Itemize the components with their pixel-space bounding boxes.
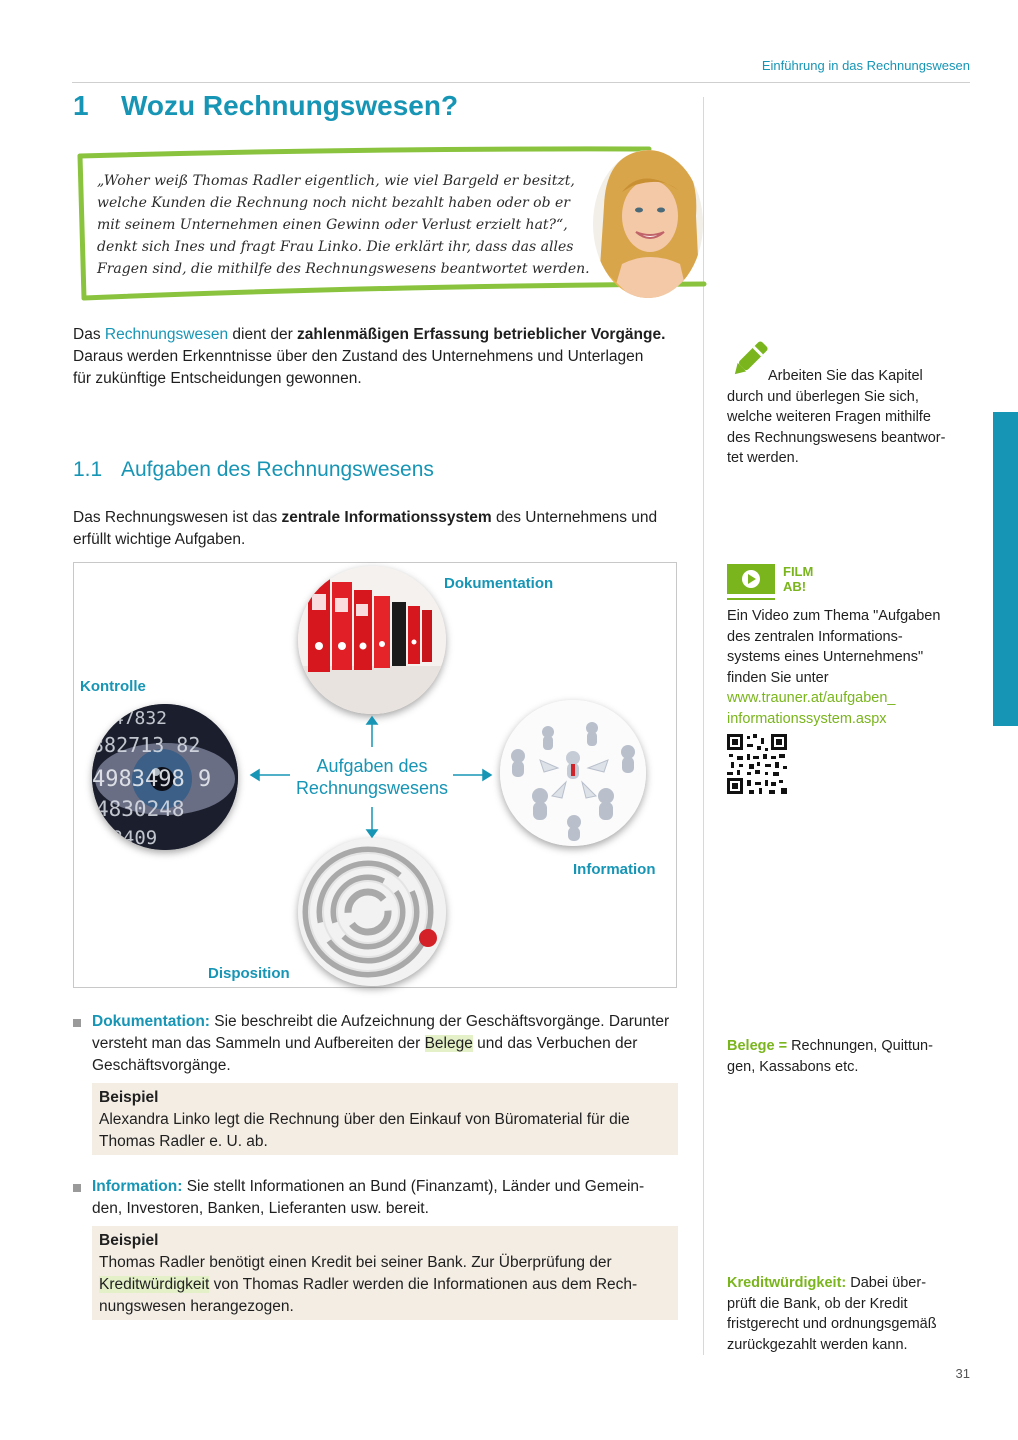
- quote-line: mit seinem Unternehmen einen Gewinn oder Verlust erzielt hat?“,: [97, 217, 568, 233]
- film-link[interactable]: informationssystem.aspx: [727, 710, 887, 727]
- glossary-line: zurückgezahlt werden kann.: [727, 1336, 908, 1353]
- information-image: [500, 700, 646, 846]
- task-line: welche weiteren Fragen mithilfe: [727, 409, 931, 425]
- page-number: 31: [955, 1366, 970, 1381]
- sidebar-task: [727, 366, 977, 469]
- film-icon-underline: [727, 598, 775, 600]
- text: Das: [73, 326, 105, 343]
- task-line: durch und überlegen Sie sich,: [727, 388, 919, 405]
- arrow-right: [483, 770, 491, 780]
- chapter-number: 1: [73, 90, 89, 121]
- film-icon[interactable]: [727, 564, 775, 594]
- film-text-line: finden Sie unter: [727, 669, 829, 686]
- glossary-term: Kreditwürdigkeit:: [727, 1275, 847, 1291]
- text: und das Verbuchen der: [472, 1035, 638, 1052]
- glossary-line: [727, 1273, 977, 1294]
- section-intro: [73, 507, 683, 551]
- text: Rechnungen, Quittun-: [787, 1038, 933, 1054]
- example-title: Beispiel: [99, 1089, 159, 1106]
- section-intro-line-2: erfüllt wichtige Aufgaben.: [73, 531, 246, 548]
- quote-line: „Woher weiß Thomas Radler eigentlich, wie viel Bargeld er besitzt,: [97, 173, 575, 189]
- qr-code[interactable]: [727, 734, 787, 794]
- highlight-kreditwuerdigkeit: Kreditwürdigkeit: [99, 1276, 210, 1293]
- chapter-title: [73, 90, 458, 122]
- film-link[interactable]: www.trauner.at/aufgaben_: [727, 690, 896, 706]
- eye-digits: 347832: [102, 708, 168, 729]
- arrow-down: [367, 830, 377, 837]
- example-box: [92, 1083, 678, 1155]
- intro-line-2: Daraus werden Erkenntnisse über den Zustand des Unternehmens und Unterlagen: [73, 348, 644, 365]
- dokumentation-image: [298, 566, 446, 714]
- term-rechnungswesen: Rechnungswesen: [104, 326, 229, 343]
- chapter-title-text: Wozu Rechnungswesen?: [121, 90, 459, 121]
- arrow-up: [367, 717, 377, 724]
- example-line: Thomas Radler benötigt einen Kredit bei seiner Bank. Zur Überprüfung der: [99, 1254, 612, 1271]
- glossary-kreditwuerdigkeit: [727, 1273, 977, 1355]
- bullet: [73, 1184, 81, 1192]
- glossary-belege: [727, 1036, 977, 1077]
- film-label-line: FILM: [783, 564, 814, 579]
- film-label-line: AB!: [783, 579, 807, 594]
- bullet: [73, 1019, 81, 1027]
- text: versteht man das Sammeln und Aufbereiten der: [92, 1035, 425, 1052]
- item-line: Geschäftsvorgänge.: [92, 1057, 231, 1074]
- label-kontrolle: Kontrolle: [80, 678, 146, 695]
- task-line: Arbeiten Sie das Kapitel: [768, 368, 923, 384]
- kontrolle-image: [92, 704, 238, 850]
- text: des Unternehmens und: [491, 509, 658, 526]
- item-line: den, Investoren, Banken, Lieferanten usw. bereit.: [92, 1200, 429, 1217]
- section-title: [73, 458, 434, 482]
- example-box: [92, 1226, 678, 1320]
- glossary-term: Belege =: [727, 1038, 788, 1054]
- intro-line-3: für zukünftige Entscheidungen gewonnen.: [73, 370, 362, 387]
- list-item-information: [92, 1176, 684, 1220]
- section-number: 1.1: [73, 458, 103, 481]
- diagram-arrows: [240, 715, 500, 845]
- text: Das Rechnungswesen ist das: [73, 509, 282, 526]
- example-title: Beispiel: [99, 1232, 159, 1249]
- eye-digits: 4830248: [96, 797, 185, 821]
- text: Sie stellt Informationen an Bund (Finanzamt), Länder und Gemein-: [182, 1178, 645, 1195]
- quote-line: denkt sich Ines und fragt Frau Linko. Die erklärt ihr, dass das alles: [97, 239, 574, 255]
- arrow-left: [251, 770, 259, 780]
- example-line: Alexandra Linko legt die Rechnung über den Einkauf von Büromaterial für die: [99, 1111, 630, 1128]
- intro-line-1: [73, 324, 683, 346]
- running-header: Einführung in das Rechnungswesen: [761, 58, 970, 73]
- list-item-dokumentation: [92, 1011, 684, 1077]
- center-label-line: Aufgaben des: [316, 756, 428, 776]
- glossary-line: gen, Kassabons etc.: [727, 1058, 859, 1075]
- header-rule: [72, 82, 970, 83]
- portrait-image: [592, 146, 704, 298]
- item-term: Information:: [92, 1178, 183, 1195]
- film-text-line: systems eines Unternehmens": [727, 649, 924, 665]
- bold-text: zahlenmäßigen Erfassung betrieblicher Vorgänge.: [297, 326, 666, 343]
- section-intro-line-1: [73, 507, 683, 529]
- text: Sie beschreibt die Aufzeichnung der Geschäftsvorgänge. Darunter: [209, 1013, 670, 1030]
- eye-digits: 83409: [100, 827, 158, 849]
- center-label-line: Rechnungswesens: [295, 778, 449, 798]
- example-line: [99, 1274, 671, 1296]
- label-dokumentation: Dokumentation: [444, 575, 554, 592]
- item-line: [92, 1011, 684, 1033]
- task-line: tet werden.: [727, 450, 799, 466]
- label-information: Information: [573, 861, 656, 878]
- example-line: Thomas Radler e. U. ab.: [99, 1133, 268, 1150]
- quote-line: welche Kunden die Rechnung noch nicht bezahlt haben oder ob er: [97, 195, 570, 211]
- film-text: [727, 606, 977, 729]
- film-label: [783, 564, 813, 594]
- text: von Thomas Radler werden die Informationen aus dem Rech-: [209, 1276, 638, 1293]
- glossary-line: fristgerecht und ordnungsgemäß: [727, 1316, 937, 1332]
- glossary-line: [727, 1036, 977, 1057]
- item-line: [92, 1033, 684, 1055]
- eye-digits: 4983498 9: [92, 767, 212, 792]
- film-text-line: des zentralen Informations-: [727, 628, 903, 645]
- item-term: Dokumentation:: [92, 1013, 210, 1030]
- chapter-side-tab: [993, 412, 1018, 726]
- task-line: des Rechnungswesens beantwor-: [727, 429, 946, 446]
- label-disposition: Disposition: [208, 965, 290, 982]
- text: Dabei über-: [846, 1275, 927, 1291]
- glossary-line: prüft die Bank, ob der Kredit: [727, 1295, 908, 1312]
- film-text-line: Ein Video zum Thema "Aufgaben: [727, 608, 941, 624]
- eye-digits: 382713 82: [92, 733, 201, 757]
- highlight-belege: Belege: [424, 1035, 473, 1052]
- bold-text: zentrale Informationssystem: [281, 509, 492, 526]
- disposition-image: [298, 838, 446, 986]
- text: dient der: [228, 326, 298, 343]
- item-line: [92, 1176, 684, 1198]
- section-title-text: Aufgaben des Rechnungswesens: [121, 458, 434, 481]
- example-line: nungswesen herangezogen.: [99, 1298, 294, 1315]
- intro-quote: [97, 170, 597, 280]
- intro-paragraph: [73, 324, 683, 390]
- quote-line: Fragen sind, die mithilfe des Rechnungswesens beantwortet werden.: [97, 261, 590, 277]
